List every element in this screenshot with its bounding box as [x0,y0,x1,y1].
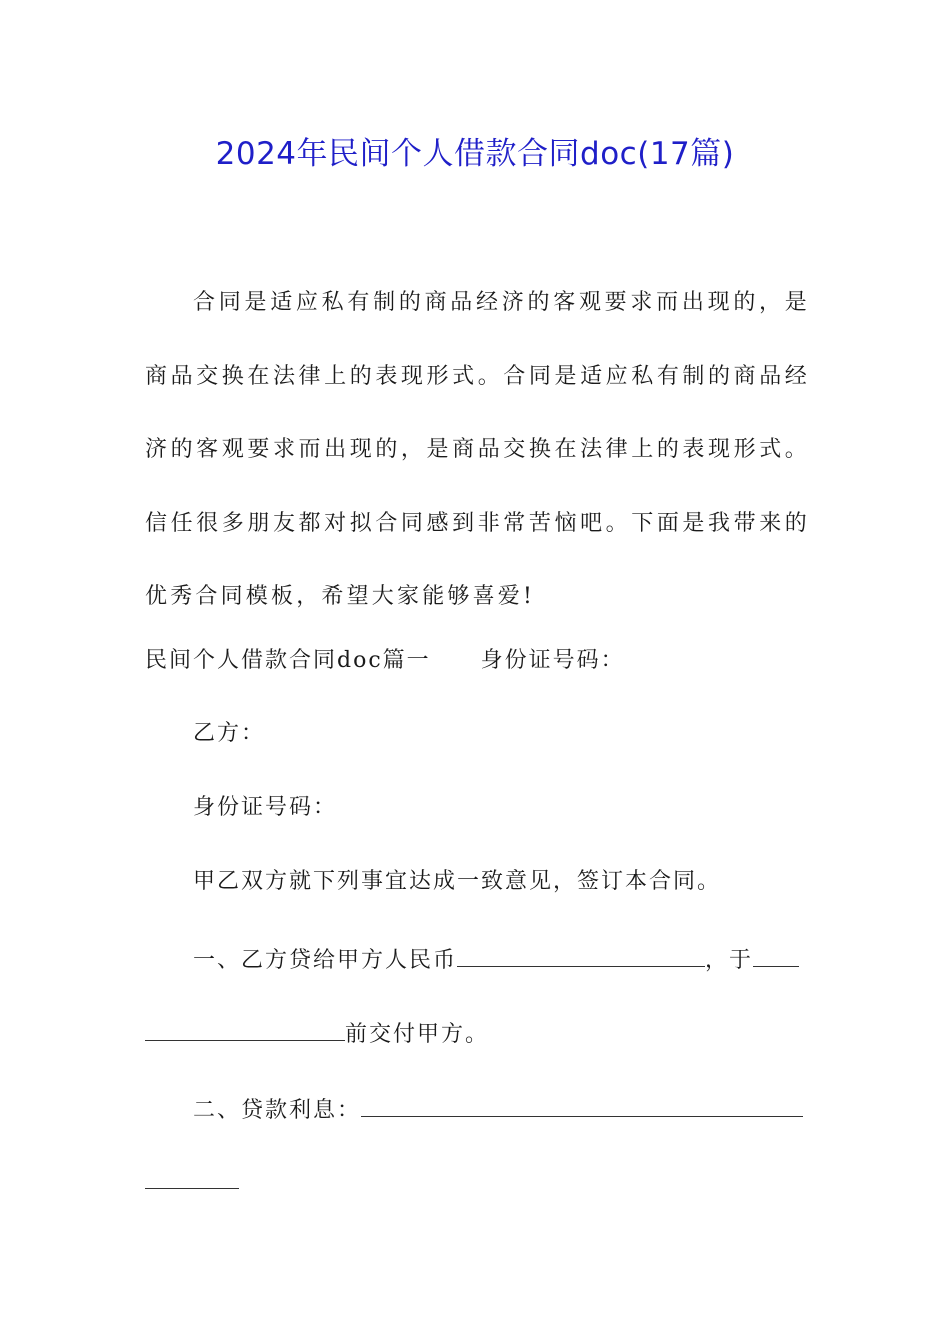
party-b-label: 乙方： [193,721,266,746]
amount-blank [457,942,705,967]
date-blank-start [753,942,799,967]
section-heading-line [145,645,625,677]
clause-1-line-2 [145,1016,489,1051]
intro-paragraph: 合同是适应私有制的商品经济的客观要求而出现的，是商品交换在法律上的表现形式。合同是适应私有制的商品经济的客观要求而出现的，是商品交换在法律上的表现形式。信任很多朋友都对拟合同感到非常苦恼吧。下面是我带来的优秀合同模板，希望大家能够喜爱! [145,290,810,609]
document-title: 2024年民间个人借款合同doc(17篇) [215,136,735,172]
id-label-a: 身份证号码： [480,648,625,673]
agreement-statement: 甲乙双方就下列事宜达成一致意见，签订本合同。 [193,869,722,894]
clause-1-line-1 [193,942,799,977]
clause-1-delivery-text: 前交付甲方。 [345,1022,490,1047]
clause-1-text: 一、乙方贷给甲方人民币 [193,948,458,973]
id-label-b: 身份证号码： [193,795,338,820]
interest-blank [361,1092,803,1117]
clause-2-text: 二、贷款利息： [193,1098,362,1123]
clause-2-line-1 [193,1092,803,1127]
interest-blank-continued [145,1164,239,1189]
clause-2-line-2 [145,1164,239,1199]
section-heading: 民间个人借款合同doc篇一 [145,648,431,673]
date-blank-end [145,1016,345,1041]
clause-1-date-text: ，于 [705,948,754,973]
